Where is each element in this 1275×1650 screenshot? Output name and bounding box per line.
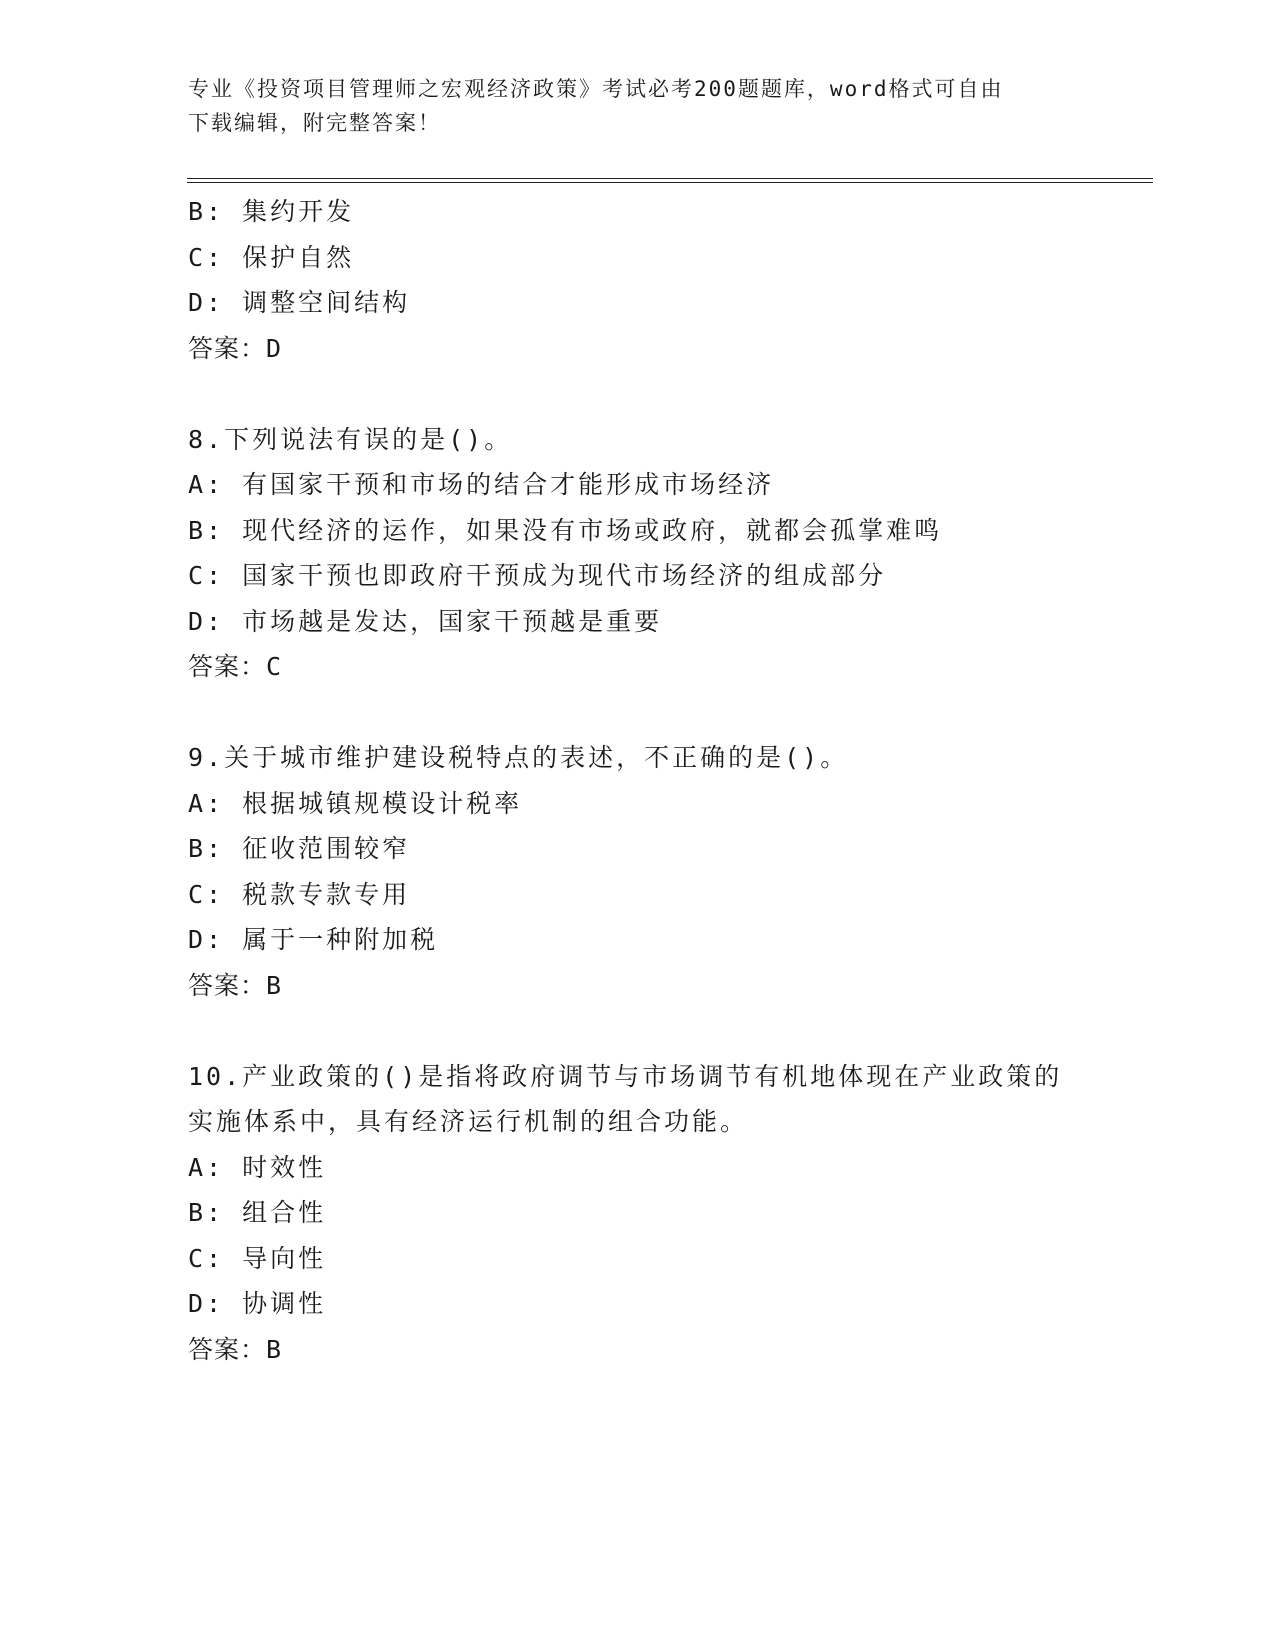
option-d: D: 属于一种附加税 [188, 925, 439, 954]
option-b: B: 现代经济的运作，如果没有市场或政府，就都会孤掌难鸣 [188, 515, 943, 545]
question-block-9 [188, 735, 1088, 1008]
option-b: B: 集约开发 [188, 197, 355, 226]
question-text: 9.关于城市维护建设税特点的表述，不正确的是()。 [188, 743, 849, 772]
document-header [188, 72, 1068, 140]
header-line-2: 下载编辑，附完整答案！ [188, 111, 441, 135]
question-block-10 [188, 1054, 1088, 1373]
option-a: A: 根据城镇规模设计税率 [188, 788, 523, 818]
option-b: B: 征收范围较窄 [188, 834, 411, 863]
question-text: 8.下列说法有误的是()。 [188, 424, 513, 454]
option-d: D: 协调性 [188, 1289, 327, 1318]
question-block-8 [188, 417, 1088, 690]
header-line-1: 专业《投资项目管理师之宏观经济政策》考试必考200题题库，word格式可自由 [188, 77, 1004, 101]
option-c: C: 保护自然 [188, 242, 355, 272]
spacer [188, 690, 1088, 736]
option-d: D: 市场越是发达，国家干预越是重要 [188, 606, 663, 636]
answer: 答案：B [188, 970, 283, 1000]
option-c: C: 国家干预也即政府干预成为现代市场经济的组成部分 [188, 561, 887, 590]
question-list [188, 189, 1088, 1372]
spacer [188, 1008, 1088, 1054]
answer: 答案：C [188, 652, 283, 681]
option-c: C: 导向性 [188, 1243, 327, 1273]
question-text-line-2: 实施体系中，具有经济运行机制的组合功能。 [188, 1107, 749, 1136]
option-d: D: 调整空间结构 [188, 288, 411, 317]
option-b: B: 组合性 [188, 1198, 327, 1227]
option-a: A: 时效性 [188, 1152, 327, 1182]
spacer [188, 371, 1088, 417]
answer: 答案：B [188, 1334, 283, 1364]
question-text-line-1: 10.产业政策的()是指将政府调节与市场调节有机地体现在产业政策的 [188, 1061, 1063, 1091]
option-c: C: 税款专款专用 [188, 879, 411, 909]
answer: 答案：D [188, 333, 283, 363]
header-divider-bottom [187, 182, 1153, 183]
option-a: A: 有国家干预和市场的结合才能形成市场经济 [188, 470, 775, 499]
header-divider-top [187, 178, 1153, 179]
question-block-prev [188, 189, 1088, 371]
